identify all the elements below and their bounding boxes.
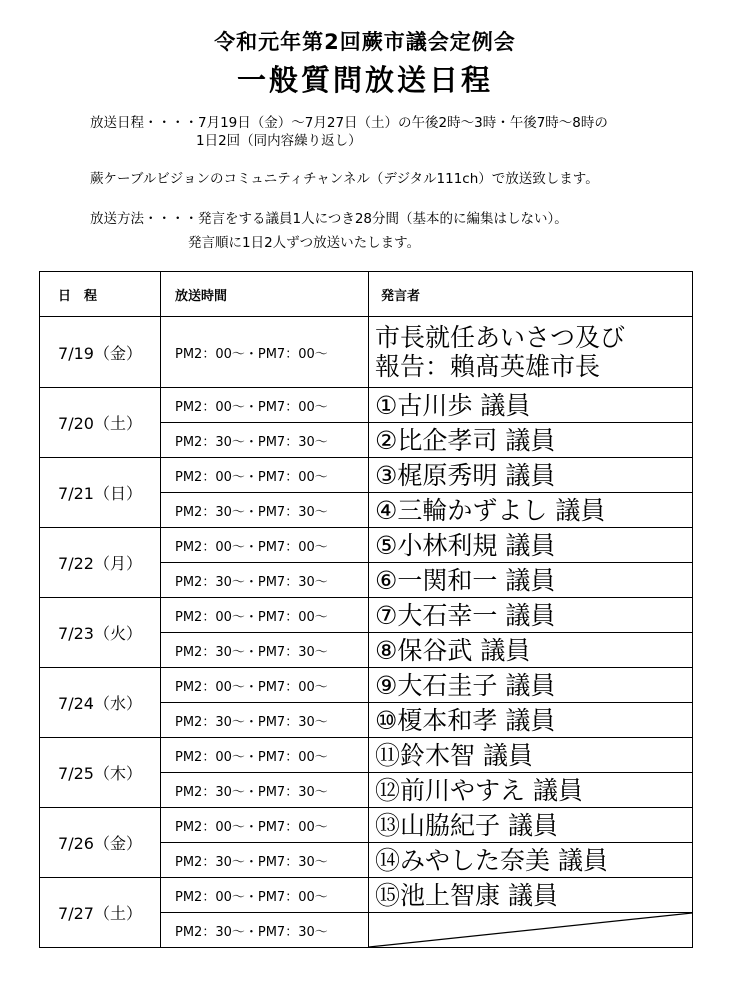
time-cell: PM2：30～・PM7：30～ [161, 633, 369, 668]
time-cell: PM2：00～・PM7：00～ [161, 317, 369, 388]
broadcast-schedule-text-cont: 1日2回（同内容繰り返し） [196, 133, 362, 149]
time-cell: PM2：00～・PM7：00～ [161, 808, 369, 843]
date-cell: 7/19（金） [40, 317, 161, 388]
speaker-cell: ⑤小林利規 議員 [369, 528, 693, 563]
broadcast-schedule-text: 放送日程・・・・7月19日（金）～7月27日（土）の午後2時～3時・午後7時～8時の [90, 115, 608, 131]
speaker-cell: 市長就任あいさつ及び 報告：賴髙英雄市長 [369, 317, 693, 388]
time-cell: PM2：00～・PM7：00～ [161, 878, 369, 913]
schedule-table [39, 271, 693, 948]
speaker-cell: ⑮池上智康 議員 [369, 878, 693, 913]
header-date: 日 程 [40, 272, 161, 317]
time-cell: PM2：30～・PM7：30～ [161, 563, 369, 598]
time-cell: PM2：30～・PM7：30～ [161, 703, 369, 738]
time-cell: PM2：30～・PM7：30～ [161, 843, 369, 878]
table-row [40, 528, 693, 563]
table-row [40, 738, 693, 773]
time-cell: PM2：00～・PM7：00～ [161, 458, 369, 493]
speaker-cell: ⑬山脇紀子 議員 [369, 808, 693, 843]
speaker-cell: ⑪鈴木智 議員 [369, 738, 693, 773]
time-cell: PM2：00～・PM7：00～ [161, 668, 369, 703]
time-cell: PM2：00～・PM7：00～ [161, 598, 369, 633]
date-cell: 7/25（木） [40, 738, 161, 808]
table-header-row [40, 272, 693, 317]
table-row [40, 317, 693, 388]
header-speaker: 発言者 [369, 272, 693, 317]
header-time: 放送時間 [161, 272, 369, 317]
time-cell: PM2：30～・PM7：30～ [161, 773, 369, 808]
time-cell: PM2：00～・PM7：00～ [161, 528, 369, 563]
speaker-cell: ①古川歩 議員 [369, 388, 693, 423]
time-cell: PM2：30～・PM7：30～ [161, 423, 369, 458]
time-cell: PM2：30～・PM7：30～ [161, 913, 369, 948]
document-title: 一般質問放送日程 [236, 63, 493, 97]
table-row [40, 388, 693, 423]
broadcast-channel-text: 蕨ケーブルビジョンのコミュニティチャンネル（デジタル111ch）で放送致します。 [90, 171, 599, 187]
speaker-cell: ⑩榎本和孝 議員 [369, 703, 693, 738]
time-cell: PM2：00～・PM7：00～ [161, 388, 369, 423]
time-cell: PM2：30～・PM7：30～ [161, 493, 369, 528]
speaker-cell: ⑧保谷武 議員 [369, 633, 693, 668]
table-row [40, 808, 693, 843]
time-cell: PM2：00～・PM7：00～ [161, 738, 369, 773]
date-cell: 7/23（火） [40, 598, 161, 668]
table-row [40, 668, 693, 703]
speaker-cell: ⑨大石圭子 議員 [369, 668, 693, 703]
speaker-cell: ④三輪かずよし 議員 [369, 493, 693, 528]
date-cell: 7/22（月） [40, 528, 161, 598]
table-row [40, 878, 693, 913]
speaker-cell: ⑫前川やすえ 議員 [369, 773, 693, 808]
speaker-cell: ②比企孝司 議員 [369, 423, 693, 458]
diagonal-slash [369, 913, 692, 947]
date-cell: 7/27（土） [40, 878, 161, 948]
empty-speaker-cell [369, 913, 693, 948]
date-cell: 7/24（水） [40, 668, 161, 738]
date-cell: 7/21（日） [40, 458, 161, 528]
speaker-cell: ⑥一関和一 議員 [369, 563, 693, 598]
broadcast-method-text-cont: 発言順に1日2人ずつ放送いたします。 [188, 235, 421, 251]
speaker-cell: ⑦大石幸一 議員 [369, 598, 693, 633]
date-cell: 7/26（金） [40, 808, 161, 878]
broadcast-method-text: 放送方法・・・・発言をする議員1人につき28分間（基本的に編集はしない）。 [90, 211, 568, 227]
date-cell: 7/20（土） [40, 388, 161, 458]
speaker-cell: ③梶原秀明 議員 [369, 458, 693, 493]
speaker-cell: ⑭みやした奈美 議員 [369, 843, 693, 878]
table-row [40, 598, 693, 633]
table-row [40, 458, 693, 493]
document-subtitle: 令和元年第2回蕨市議会定例会 [214, 30, 516, 54]
